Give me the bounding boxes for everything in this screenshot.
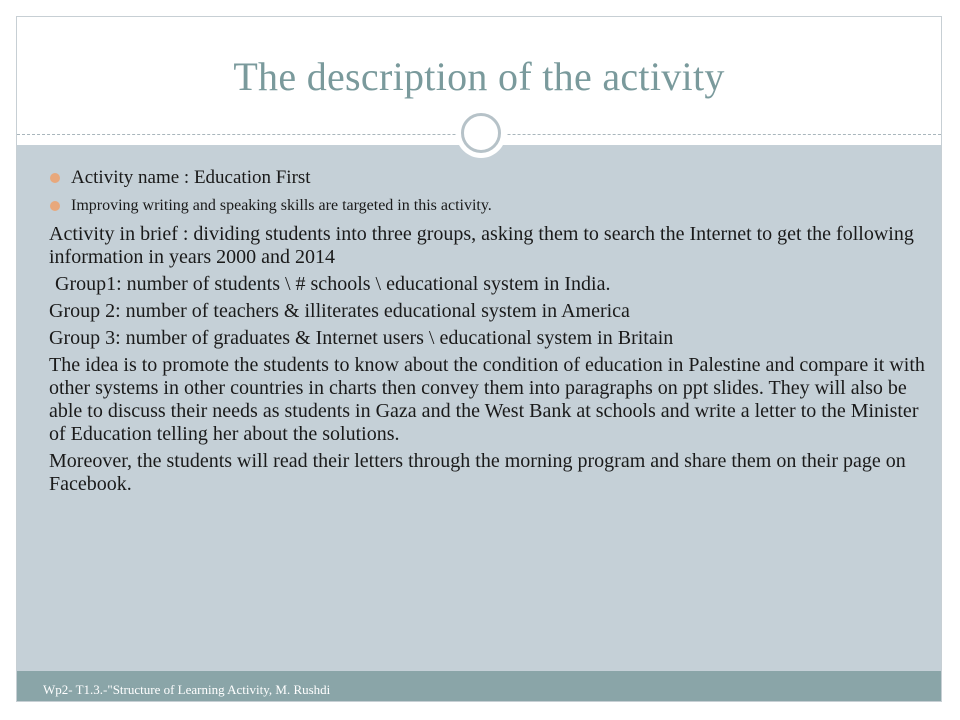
bullet-text-skills: Improving writing and speaking skills are targeted in this activity. [71, 197, 492, 214]
paragraph-group-2: Group 2: number of teachers & illiterates educational system in America [49, 300, 630, 322]
paragraph-idea: The idea is to promote the students to know about the condition of education in Palestine and compare it with other systems in other countries in charts then convey them into paragraphs on ppt slides. They will also be able to discuss their needs as students in Gaza and the West Bank at schools and write a letter to the Minister of Education telling her about the solutions. [49, 354, 925, 445]
paragraph-group-1: Group1: number of students \ # schools \ educational system in India. [55, 273, 611, 295]
bullet-item [47, 193, 927, 219]
paragraph-group-3: Group 3: number of graduates & Internet users \ educational system in Britain [49, 327, 674, 349]
circle-ornament-inner [461, 113, 501, 153]
footer-bar [17, 671, 941, 702]
slide-title: The description of the activity [233, 54, 725, 99]
slide [16, 16, 942, 702]
paragraph-activity-brief: Activity in brief : dividing students into three groups, asking them to search the Internet to get the following information in years 2000 and 2014 [49, 223, 914, 268]
bullet-dot-icon [50, 173, 60, 183]
bullet-dot-icon [50, 201, 60, 211]
slide-body [47, 163, 927, 496]
paragraph-moreover: Moreover, the students will read their letters through the morning program and share them on their page on Facebook. [49, 450, 906, 495]
footer-citation: Wp2- T1.3.-"Structure of Learning Activity, M. Rushdi [43, 682, 331, 697]
circle-ornament-icon [456, 108, 506, 158]
bullet-item [47, 163, 927, 193]
bullet-text-activity-name: Activity name : Education First [71, 167, 311, 188]
